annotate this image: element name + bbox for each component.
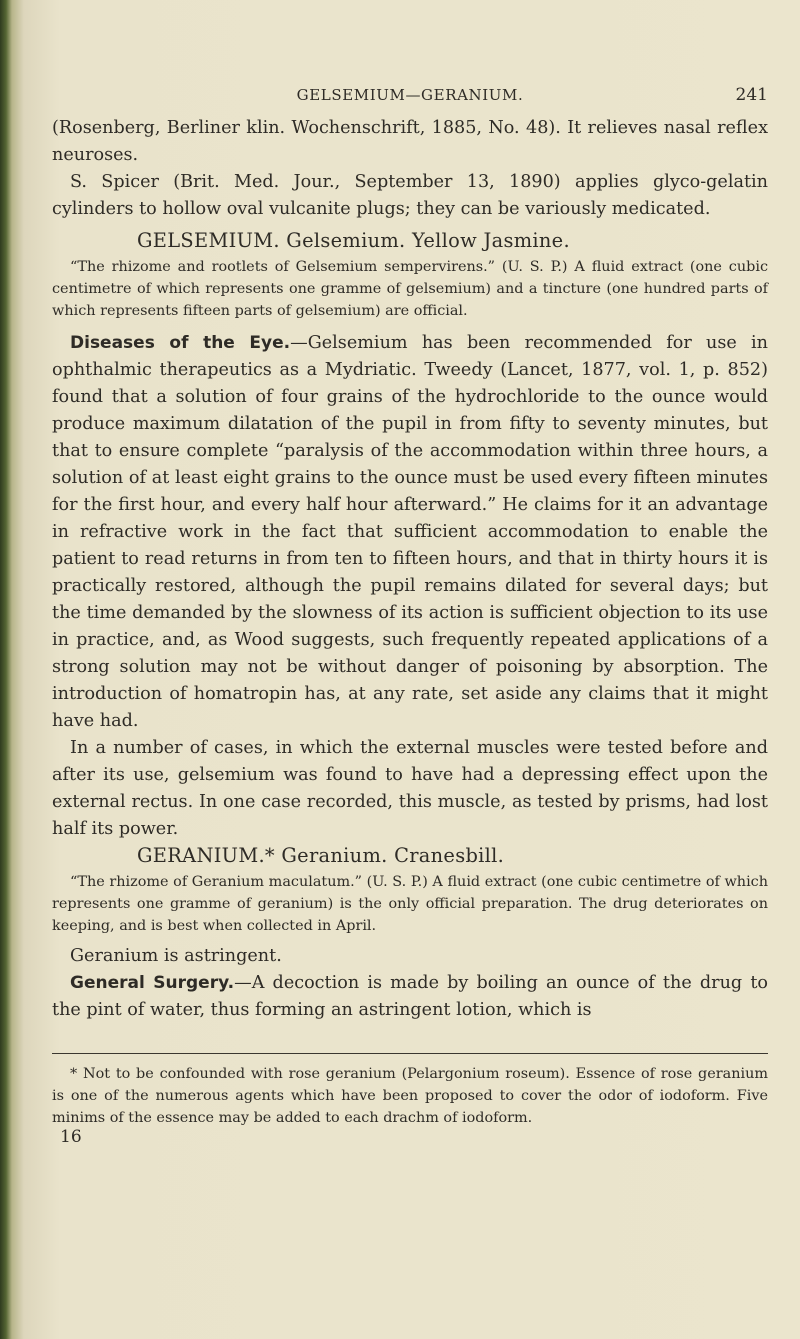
signature-mark: 16 (60, 1127, 82, 1147)
eye-section-label: Diseases of the Eye. (70, 333, 291, 353)
surgery-paragraph-text: —A decoction is made by boiling an ounce of the drug to the pint of water, thus forming an astringent lotion, which is (52, 973, 768, 1020)
intro-paragraph-2: S. Spicer (Brit. Med. Jour., September 13, 1890) applies glyco-gelatin cylinders to hollow oval vulcanite plugs; they can be variously medicated. (52, 172, 768, 219)
geranium-astringent: Geranium is astringent. (70, 946, 282, 966)
footnote-rule (52, 1053, 768, 1054)
footnote-section (52, 1063, 768, 1129)
gelsemium-eye-paragraph (52, 330, 768, 735)
surgery-section-label: General Surgery. (70, 973, 235, 993)
running-head (52, 86, 768, 110)
gelsemium-muscle-paragraph: In a number of cases, in which the external muscles were tested before and after its use, gelsemium was found to have had a depressing effect upon the external rectus. In one case recorded, this muscle, as tested by prisms, had lost half its power. (52, 738, 768, 839)
gelsemium-heading: GELSEMIUM. Gelsemium. Yellow Jasmine. (137, 229, 570, 252)
geranium-surgery-paragraph (52, 970, 768, 1024)
running-title: GELSEMIUM—GERANIUM. (296, 86, 524, 104)
intro-section (52, 115, 768, 223)
footnote-text: * Not to be confounded with rose geranium (Pelargonium roseum). Essence of rose geranium is one of the numerous agents which have been proposed to cover the odor of iodoform. Five minims of the essence may be added to each drachm of iodoform. (52, 1066, 768, 1126)
geranium-section (52, 843, 768, 1024)
geranium-description: “The rhizome of Geranium maculatum.” (U. S. P.) A fluid extract (one cubic centimetre of which represents one gramme of geranium) is the only official preparation. The drug deteriorates on keeping, and is best when collected in April. (52, 874, 768, 934)
intro-paragraph-1: (Rosenberg, Berliner klin. Wochenschrift, 1885, No. 48). It relieves nasal reflex neuroses. (52, 118, 768, 165)
gelsemium-description: “The rhizome and rootlets of Gelsemium sempervirens.” (U. S. P.) A fluid extract (one cubic centimetre of which represents one gramme of gelsemium) and a tincture (one hundred parts of which represents fifteen parts of gelsemium) are official. (52, 259, 768, 319)
geranium-heading: GERANIUM.* Geranium. Cranesbill. (137, 844, 505, 867)
eye-paragraph-text: —Gelsemium has been recommended for use in ophthalmic therapeutics as a Mydriatic. Tweedy (Lancet, 1877, vol. 1, p. 852) found that a solution of four grains of the hydrochloride to the ounce would produce maximum dilatation of the pupil in from fifty to seventy minutes, but that to ensure complete “paralysis of the accommodation within three hours, a solution of at least eight grains to the ounce must be used every fifteen minutes for the first hour, and every half hour afterward.” He claims for it an advantage in refractive work in the fact that sufficient accommodation to enable the patient to read returns in from ten to fifteen hours, and that in thirty hours it is practically restored, although the pupil remains dilated for several days; but the time demanded by the slowness of its action is sufficient objection to its use in practice, and, as Wood suggests, such frequently repeated applications of a strong solution may not be without danger of poisoning by absorption. The introduction of homatropin has, at any rate, set aside any claims that it might have had. (52, 333, 768, 731)
gelsemium-section (52, 228, 768, 843)
page-number: 241 (735, 85, 768, 105)
